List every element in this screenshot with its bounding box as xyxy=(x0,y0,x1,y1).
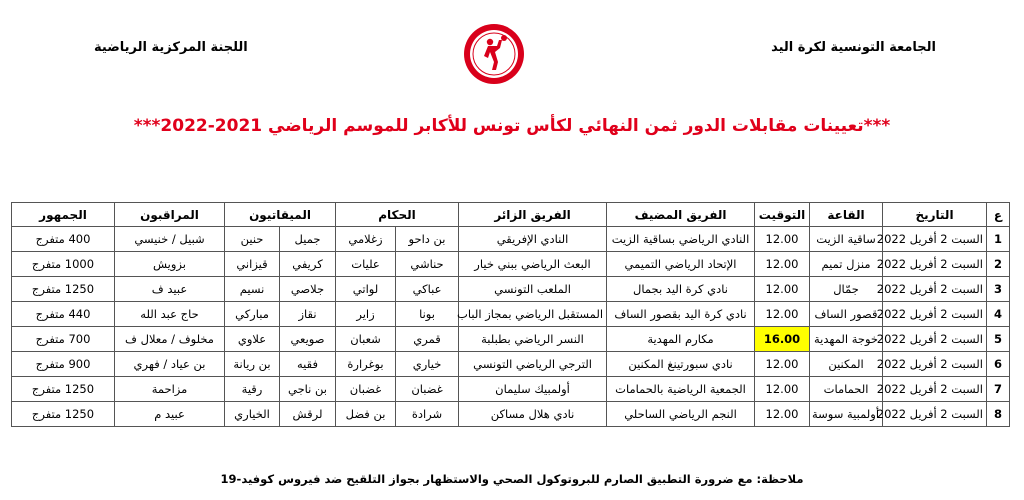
row-number: 6 xyxy=(987,352,1010,377)
header-home-team: الفريق المضيف xyxy=(607,203,755,227)
match-hall: المكنين xyxy=(810,352,883,377)
referee-1: عباكي xyxy=(396,277,459,302)
referee-2: بن فضل xyxy=(336,402,396,427)
timekeeper-2: نسيم xyxy=(225,277,280,302)
timekeeper-1: كريفي xyxy=(280,252,336,277)
match-hall: خوجة المهدية xyxy=(810,327,883,352)
table-row xyxy=(12,327,1010,352)
timekeeper-2: علاوي xyxy=(225,327,280,352)
referee-1: غضبان xyxy=(396,377,459,402)
match-date: السبت 2 أفريل 2022 xyxy=(883,352,987,377)
timekeeper-2: رقية xyxy=(225,377,280,402)
row-number: 7 xyxy=(987,377,1010,402)
match-time: 12.00 xyxy=(755,277,810,302)
referee-2: لواتي xyxy=(336,277,396,302)
row-number: 1 xyxy=(987,227,1010,252)
timekeeper-1: صويعي xyxy=(280,327,336,352)
table-row xyxy=(12,377,1010,402)
timekeeper-1: لرقش xyxy=(280,402,336,427)
observers: مزاحمة xyxy=(115,377,225,402)
header-timekeepers: الميقاتيون xyxy=(225,203,336,227)
match-date: السبت 2 أفريل 2022 xyxy=(883,302,987,327)
timekeeper-2: قيزاني xyxy=(225,252,280,277)
referee-1: حناشي xyxy=(396,252,459,277)
header-referees: الحكام xyxy=(336,203,459,227)
match-date: السبت 2 أفريل 2022 xyxy=(883,377,987,402)
header-date: التاريخ xyxy=(883,203,987,227)
table-row xyxy=(12,302,1010,327)
observers: حاج عبد الله xyxy=(115,302,225,327)
match-date: السبت 2 أفريل 2022 xyxy=(883,252,987,277)
match-time: 12.00 xyxy=(755,302,810,327)
home-team: نادي كرة اليد بجمال xyxy=(607,277,755,302)
row-number: 2 xyxy=(987,252,1010,277)
crowd-capacity: 700 متفرج xyxy=(12,327,115,352)
referee-1: خياري xyxy=(396,352,459,377)
referee-1: شرادة xyxy=(396,402,459,427)
home-team: نادي كرة اليد بقصور الساف xyxy=(607,302,755,327)
row-number: 4 xyxy=(987,302,1010,327)
table-row xyxy=(12,227,1010,252)
match-hall: قصور الساف xyxy=(810,302,883,327)
header-observers: المراقبون xyxy=(115,203,225,227)
timekeeper-1: بن ناجي xyxy=(280,377,336,402)
crowd-capacity: 1250 متفرج xyxy=(12,377,115,402)
away-team: نادي هلال مساكن xyxy=(459,402,607,427)
away-team: النسر الرياضي بطبلبة xyxy=(459,327,607,352)
header-time: التوقيت xyxy=(755,203,810,227)
timekeeper-1: جميل xyxy=(280,227,336,252)
referee-1: بونا xyxy=(396,302,459,327)
referee-2: غضبان xyxy=(336,377,396,402)
match-time: 12.00 xyxy=(755,377,810,402)
match-date: السبت 2 أفريل 2022 xyxy=(883,327,987,352)
home-team: الجمعية الرياضية بالحمامات xyxy=(607,377,755,402)
match-time: 16.00 xyxy=(755,327,810,352)
header-away-team: الفريق الزائر xyxy=(459,203,607,227)
match-date: السبت 2 أفريل 2022 xyxy=(883,277,987,302)
table-row xyxy=(12,402,1010,427)
table-row xyxy=(12,352,1010,377)
match-time: 12.00 xyxy=(755,252,810,277)
crowd-capacity: 1250 متفرج xyxy=(12,277,115,302)
header-number: ع xyxy=(987,203,1010,227)
away-team: المستقبل الرياضي بمجاز الباب xyxy=(459,302,607,327)
observers: بن عياد / فهري xyxy=(115,352,225,377)
timekeeper-2: الخياري xyxy=(225,402,280,427)
home-team: مكارم المهدية xyxy=(607,327,755,352)
home-team: الإتحاد الرياضي التميمي xyxy=(607,252,755,277)
match-date: السبت 2 أفريل 2022 xyxy=(883,227,987,252)
timekeeper-2: مباركي xyxy=(225,302,280,327)
committee-name: اللجنة المركزية الرياضية xyxy=(94,40,248,55)
observers: شبيل / خنيسي xyxy=(115,227,225,252)
federation-name: الجامعة التونسية لكرة اليد xyxy=(771,40,936,55)
timekeeper-1: فقيه xyxy=(280,352,336,377)
covid-note: ملاحظة: مع ضرورة التطبيق الصارم للبروتوكول الصحي والاستظهار بجواز التلقيح ضد فيروس كوفيد-19 xyxy=(220,472,804,486)
away-team: البعث الرياضي ببني خيار xyxy=(459,252,607,277)
home-team: نادي سبورتينغ المكنين xyxy=(607,352,755,377)
row-number: 8 xyxy=(987,402,1010,427)
match-hall: الحمامات xyxy=(810,377,883,402)
referee-2: بوغرارة xyxy=(336,352,396,377)
referee-2: شعبان xyxy=(336,327,396,352)
home-team: النجم الرياضي الساحلي xyxy=(607,402,755,427)
crowd-capacity: 440 متفرج xyxy=(12,302,115,327)
observers: مخلوف / معلال ف xyxy=(115,327,225,352)
away-team: النادي الإفريقي xyxy=(459,227,607,252)
home-team: النادي الرياضي بساقية الزيت xyxy=(607,227,755,252)
match-hall: منزل تميم xyxy=(810,252,883,277)
table-header-row xyxy=(12,203,1010,227)
crowd-capacity: 1250 متفرج xyxy=(12,402,115,427)
schedule-table xyxy=(11,202,1010,427)
match-hall: أولمبية سوسة xyxy=(810,402,883,427)
observers: عبيد ف xyxy=(115,277,225,302)
timekeeper-1: نقاز xyxy=(280,302,336,327)
away-team: الملعب التونسي xyxy=(459,277,607,302)
match-time: 12.00 xyxy=(755,352,810,377)
crowd-capacity: 900 متفرج xyxy=(12,352,115,377)
referee-1: قمري xyxy=(396,327,459,352)
match-date: السبت 2 أفريل 2022 xyxy=(883,402,987,427)
referee-2: زغلامي xyxy=(336,227,396,252)
match-hall: جمّال xyxy=(810,277,883,302)
away-team: الترجي الرياضي التونسي xyxy=(459,352,607,377)
referee-2: عليات xyxy=(336,252,396,277)
observers: بزويش xyxy=(115,252,225,277)
crowd-capacity: 400 متفرج xyxy=(12,227,115,252)
referee-1: بن داحو xyxy=(396,227,459,252)
header-hall: القاعة xyxy=(810,203,883,227)
header-crowd: الجمهور xyxy=(12,203,115,227)
row-number: 5 xyxy=(987,327,1010,352)
federation-logo-icon xyxy=(462,22,526,86)
match-time: 12.00 xyxy=(755,402,810,427)
match-hall: ساقية الزيت xyxy=(810,227,883,252)
row-number: 3 xyxy=(987,277,1010,302)
page-title: ***تعيينات مقابلات الدور ثمن النهائي لكأس تونس للأكابر للموسم الرياضي 2021-2022*** xyxy=(133,116,891,136)
table-row xyxy=(12,252,1010,277)
match-time: 12.00 xyxy=(755,227,810,252)
referee-2: زاير xyxy=(336,302,396,327)
away-team: أولمبيك سليمان xyxy=(459,377,607,402)
crowd-capacity: 1000 متفرج xyxy=(12,252,115,277)
timekeeper-2: حنين xyxy=(225,227,280,252)
timekeeper-2: بن ريانة xyxy=(225,352,280,377)
table-row xyxy=(12,277,1010,302)
timekeeper-1: جلاصي xyxy=(280,277,336,302)
observers: عبيد م xyxy=(115,402,225,427)
